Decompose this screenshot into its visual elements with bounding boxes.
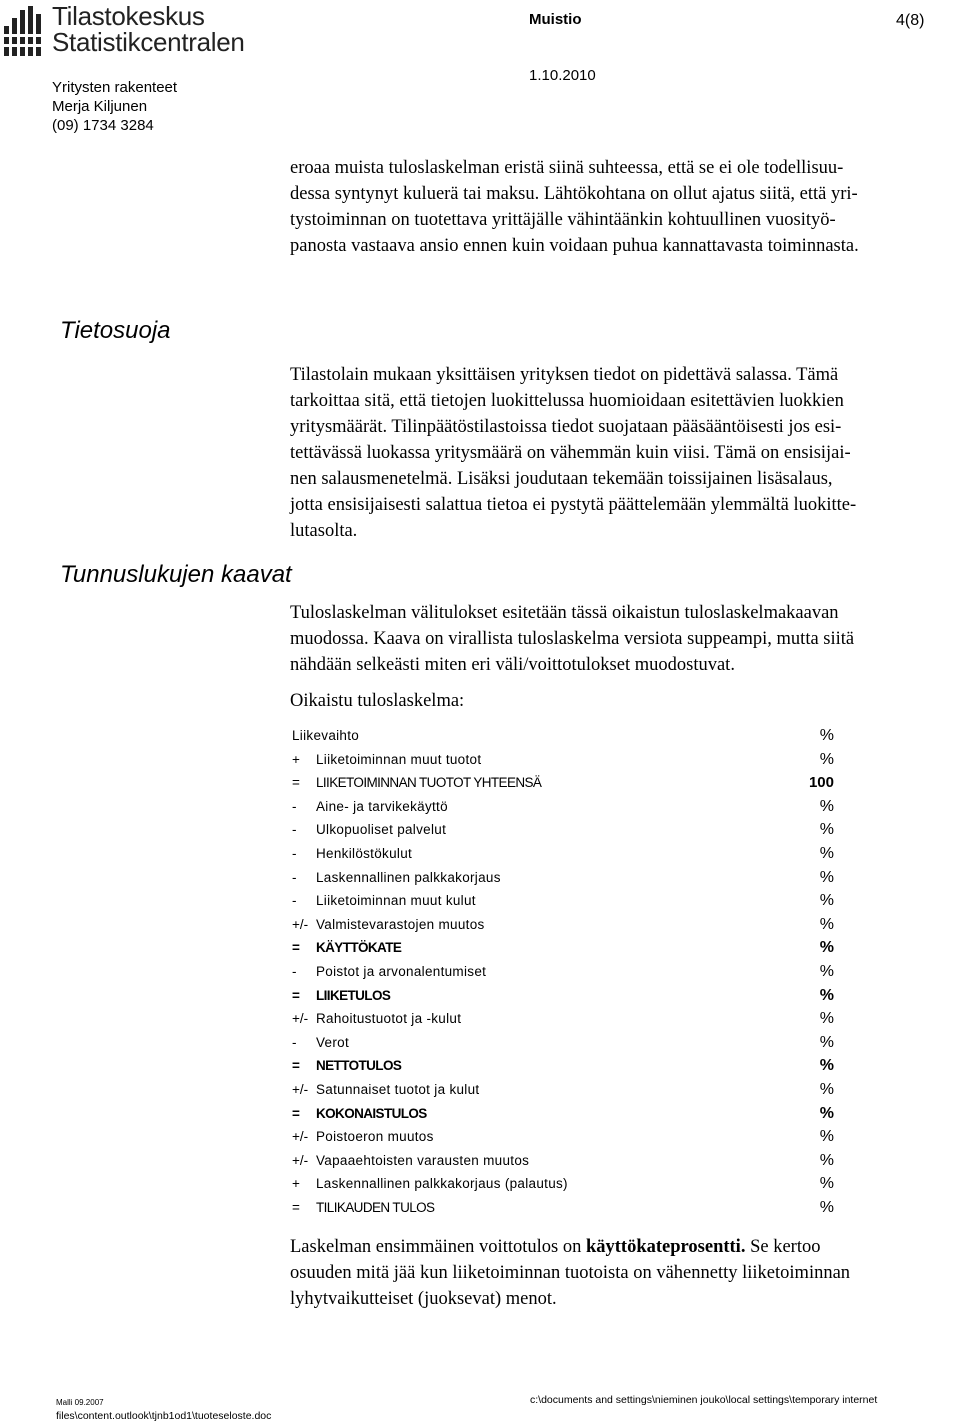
closing-line-1 (290, 1234, 960, 1260)
closing-paragraph (290, 1234, 960, 1312)
intro-line: eroaa muista tuloslaskelman eristä siinä suhteessa, että se ei ole todellisuu- (290, 158, 844, 178)
row-value: % (819, 844, 834, 862)
row-sign: +/- (292, 1011, 309, 1027)
table-title: Oikaistu tuloslaskelma: (290, 691, 465, 711)
tunnusluvut-line: Tuloslaskelman välitulokset esitetään tässä oikaistun tuloslaskelmakaavan (290, 603, 839, 623)
row-label: Liikevaihto (292, 728, 360, 743)
file-path-line-1: c:\documents and settings\nieminen jouko\local settings\temporary internet (530, 1394, 878, 1406)
table-row (288, 748, 834, 772)
row-sign: - (292, 822, 297, 838)
table-row (288, 1102, 834, 1126)
table-row (288, 842, 834, 866)
closing-bold-term: käyttökateprosentti. (585, 1237, 746, 1257)
row-label: KOKONAISTULOS (316, 1105, 427, 1121)
row-value: % (819, 986, 834, 1004)
row-label: Rahoitustuotot ja -kulut (316, 1011, 462, 1027)
row-label: LIIKETULOS (316, 987, 391, 1003)
tietosuoja-line: Tilastolain mukaan yksittäisen yrityksen tiedot on pidettävä salassa. Tämä (290, 365, 839, 385)
closing-text: Se kertoo (745, 1237, 821, 1257)
logo-name-sv: Statistikcentralen (52, 27, 245, 57)
doc-type: Muistio (529, 11, 582, 28)
closing-line-3: lyhytvaikutteiset (juoksevat) menot. (290, 1289, 557, 1309)
tietosuoja-line: tarkoittaa sitä, että tietojen luokittelussa huomioidaan esitettävien luokkien (290, 391, 844, 411)
row-value: % (819, 915, 834, 933)
tietosuoja-line: yritysmäärät. Tilinpäätöstilastoissa tiedot suojataan pääsääntöisesti jos esi- (290, 417, 842, 437)
income-statement-table (288, 724, 834, 1219)
row-value: % (819, 1080, 834, 1098)
table-row (288, 1054, 834, 1078)
row-value: % (819, 1151, 834, 1169)
date: 1.10.2010 (529, 67, 596, 84)
file-path-line-2: files\content.outlook\tjnb1od1\tuoteseloste.doc (56, 1410, 272, 1422)
table-row (288, 1078, 834, 1102)
row-label: Liiketoiminnan muut kulut (316, 893, 476, 909)
row-label: Aine- ja tarvikekäyttö (316, 798, 448, 814)
table-row (288, 818, 834, 842)
table-row (288, 984, 834, 1008)
table-row (288, 936, 834, 960)
table-row (288, 1196, 834, 1220)
row-value: % (819, 1057, 834, 1075)
row-sign: = (292, 1058, 300, 1074)
table-row (288, 1031, 834, 1055)
intro-line: dessa syntynyt kuluerä tai maksu. Lähtökohtana on ollut ajatus siitä, että yri- (290, 184, 858, 204)
table-row (288, 724, 834, 748)
row-value: % (819, 1198, 834, 1216)
tietosuoja-line: tettävässä luokassa yritysmäärä on vähemmän kuin viisi. Tämä on ensisijai- (290, 443, 851, 463)
row-sign: = (292, 987, 300, 1003)
row-sign: - (292, 798, 297, 814)
row-value: % (819, 750, 834, 768)
row-label: Satunnaiset tuotot ja kulut (316, 1081, 480, 1097)
table-row (288, 960, 834, 984)
tunnusluvut-line: muodossa. Kaava on virallista tuloslaskelma versiota suppeampi, mutta siitä (290, 629, 855, 649)
row-label: Poistoeron muutos (316, 1129, 434, 1145)
row-sign: +/- (292, 916, 309, 932)
row-label: LIIKETOIMINNAN TUOTOT YHTEENSÄ (316, 775, 542, 791)
row-label: Laskennallinen palkkakorjaus (palautus) (316, 1176, 568, 1192)
row-sign: + (292, 1176, 300, 1192)
logo-bars-icon (2, 4, 48, 58)
row-value: % (819, 797, 834, 815)
row-value: % (819, 962, 834, 980)
table-row (288, 1007, 834, 1031)
row-value: % (819, 821, 834, 839)
tietosuoja-paragraph (290, 362, 960, 544)
row-sign: +/- (292, 1081, 309, 1097)
row-sign: - (292, 845, 297, 861)
row-label: TILIKAUDEN TULOS (316, 1199, 435, 1215)
row-sign: - (292, 869, 297, 885)
table-row (288, 1125, 834, 1149)
department: Yritysten rakenteet (52, 79, 178, 96)
row-sign: = (292, 775, 300, 791)
row-value: % (819, 1033, 834, 1051)
heading-tunnuslukujen-kaavat: Tunnuslukujen kaavat (60, 561, 292, 588)
row-sign: = (292, 940, 300, 956)
intro-line: panosta vastaava ansio ennen kuin voidaan puhua kannattavasta toiminnasta. (290, 236, 859, 256)
tunnusluvut-paragraph (290, 600, 960, 678)
author: Merja Kiljunen (52, 98, 148, 115)
row-label: Vapaaehtoisten varausten muutos (316, 1152, 530, 1168)
row-value: % (819, 1128, 834, 1146)
statistics-finland-logo (0, 0, 250, 62)
heading-tietosuoja: Tietosuoja (60, 317, 171, 344)
tunnusluvut-line: nähdään selkeästi miten eri väli/voittotulokset muodostuvat. (290, 655, 735, 675)
page-number: 4(8) (896, 12, 925, 29)
row-sign: - (292, 963, 297, 979)
table-row (288, 1149, 834, 1173)
row-sign: = (292, 1105, 300, 1121)
row-label: Henkilöstökulut (316, 845, 413, 861)
row-label: Verot (316, 1034, 350, 1050)
row-label: Ulkopuoliset palvelut (316, 822, 447, 838)
row-label: Poistot ja arvonalentumiset (316, 963, 487, 979)
row-value: % (819, 892, 834, 910)
row-value: % (819, 1104, 834, 1122)
phone: (09) 1734 3284 (52, 117, 154, 134)
row-label: NETTOTULOS (316, 1058, 402, 1074)
tietosuoja-line: jotta ensisijaisesti salattua tietoa ei pystytä päättelemään ylemmältä luokitte- (290, 495, 857, 515)
table-row (288, 1172, 834, 1196)
table-row (288, 866, 834, 890)
table-row (288, 795, 834, 819)
row-value: % (819, 1175, 834, 1193)
row-sign: = (292, 1199, 300, 1215)
row-sign: +/- (292, 1129, 309, 1145)
row-label: Valmistevarastojen muutos (316, 916, 485, 932)
row-label: Laskennallinen palkkakorjaus (316, 869, 501, 885)
row-value: 100 (808, 774, 834, 792)
table-row (288, 913, 834, 937)
logo-name-fi: Tilastokeskus (52, 1, 205, 31)
row-value: % (819, 868, 834, 886)
closing-line-2: osuuden mitä jää kun liiketoiminnan tuotoista on vähennetty liiketoiminnan (290, 1263, 851, 1283)
template-version: Malli 09.2007 (56, 1398, 104, 1407)
row-sign: +/- (292, 1152, 309, 1168)
tietosuoja-line: lutasolta. (290, 521, 358, 541)
row-sign: - (292, 893, 297, 909)
row-value: % (819, 727, 834, 744)
tietosuoja-line: nen salausmenetelmä. Lisäksi joudutaan tekemään toissijainen lisäsalaus, (290, 469, 833, 489)
intro-paragraph (290, 155, 960, 259)
row-label: KÄYTTÖKATE (316, 940, 402, 956)
row-sign: + (292, 751, 300, 767)
row-value: % (819, 939, 834, 957)
table-row (288, 889, 834, 913)
row-sign: - (292, 1034, 297, 1050)
table-row (288, 771, 834, 795)
closing-text: Laskelman ensimmäinen voittotulos on (290, 1237, 586, 1257)
row-value: % (819, 1010, 834, 1028)
intro-line: tystoiminnan on tuotettava yrittäjälle vähintäänkin kohtuullinen vuosityö- (290, 210, 836, 230)
row-label: Liiketoiminnan muut tuotot (316, 751, 482, 767)
